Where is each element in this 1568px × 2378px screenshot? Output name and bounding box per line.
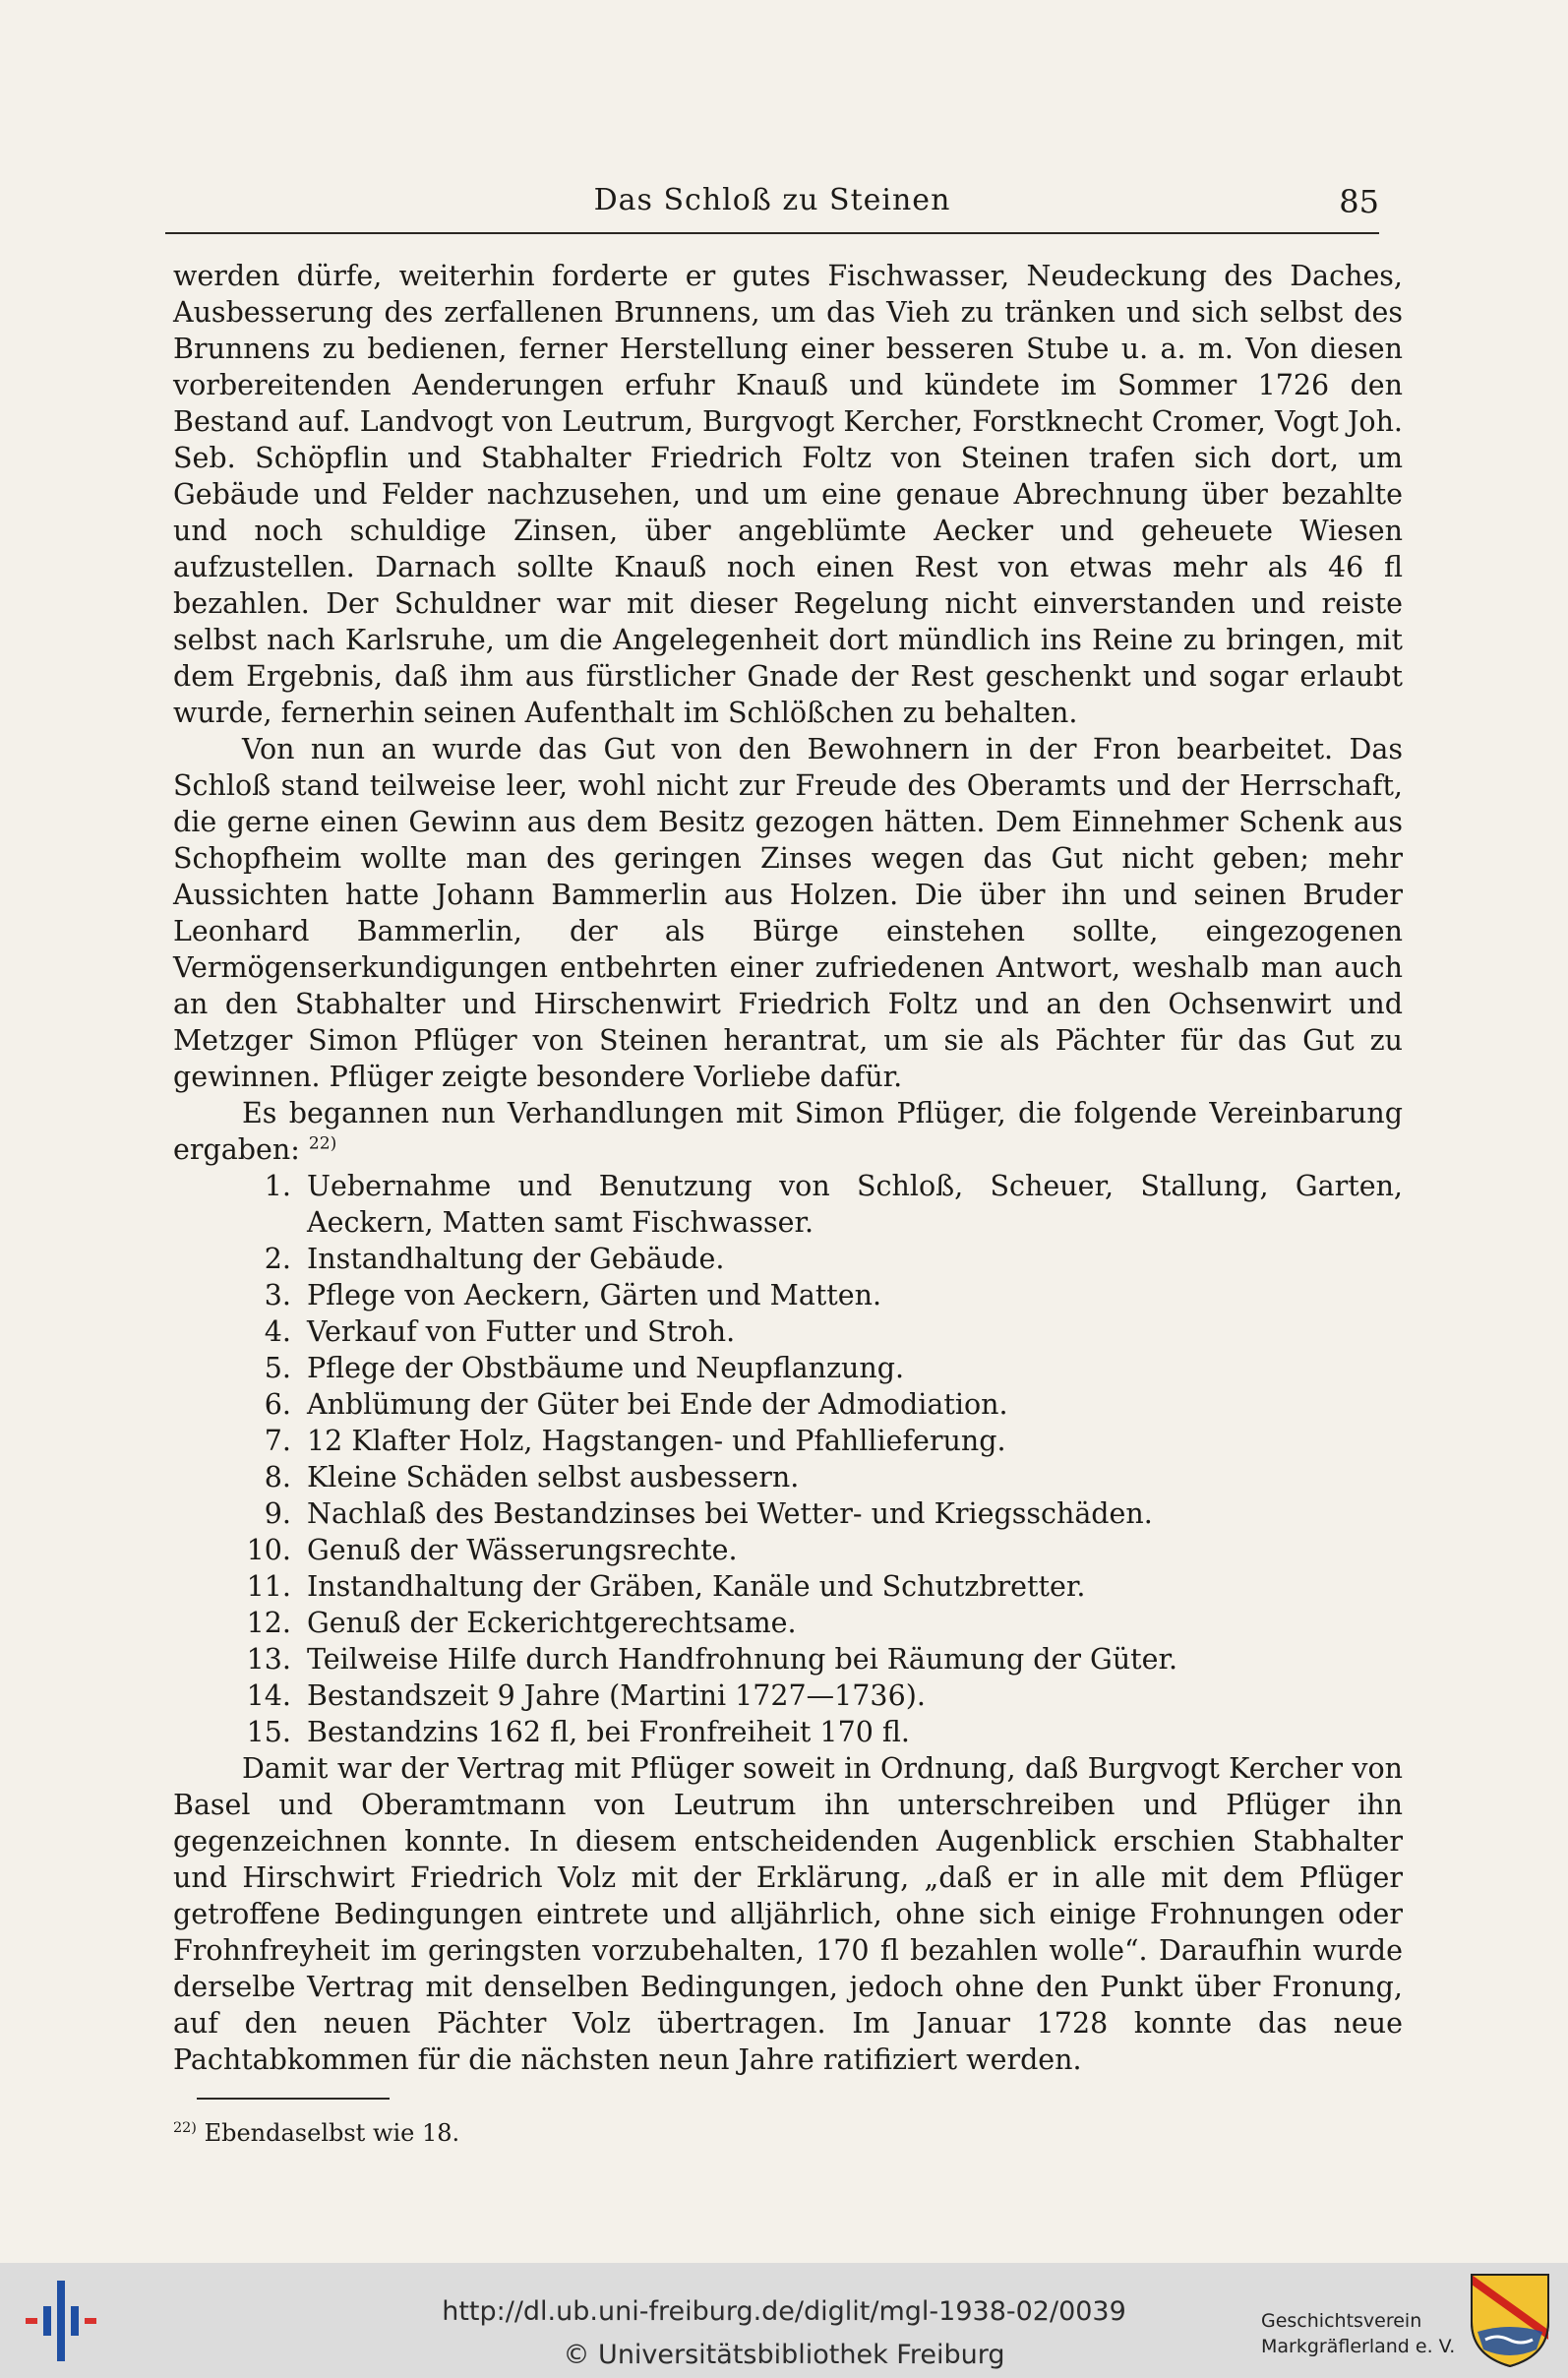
list-text: Pflege der Obstbäume und Neupflanzung. [307, 1352, 905, 1384]
header-rule [165, 232, 1379, 234]
list-item [173, 1495, 1403, 1532]
list-number: 7. [264, 1425, 291, 1457]
list-number: 11. [246, 1570, 291, 1603]
list-item [173, 1423, 1403, 1459]
list-number: 1. [264, 1170, 291, 1202]
list-number: 10. [246, 1534, 291, 1566]
paragraph: werden dürfe, weiterhin forderte er gutes Fischwasser, Neudeckung des Daches, Ausbesserung des zerfallenen Brunnens, um das Vieh zu tränken und sich selbst des Brunnens zu bedienen, ferner Herstellung einer besseren Stube u. a. m. Von diesen vorbereitenden Aenderungen erfuhr Knauß und kündete im Sommer 1726 den Bestand auf. Landvogt von Leutrum, Burgvogt Kercher, Forstknecht Cromer, Vogt Joh. Seb. Schöpflin und Stabhalter Friedrich Foltz von Steinen trafen sich dort, um Gebäude und Felder nachzusehen, und um eine genaue Abrechnung über bezahlte und noch schuldige Zinsen, über angeblümte Aecker und geheuete Wiesen aufzustellen. Darnach sollte Knauß noch einen Rest von etwas mehr als 46 fl bezahlen. Der Schuldner war mit dieser Regelung nicht einverstanden und reiste selbst nach Karlsruhe, um die Angelegenheit dort mündlich ins Reine zu bringen, mit dem Ergebnis, daß ihm aus fürstlicher Gnade der Rest geschenkt und sogar erlaubt wurde, fernerhin seinen Aufenthalt im Schlößchen zu behalten. [173, 260, 1403, 729]
paragraph: Von nun an wurde das Gut von den Bewohnern in der Fron bearbeitet. Das Schloß stand teilweise leer, wohl nicht zur Freude des Oberamts und der Herrschaft, die gerne einen Gewinn aus dem Besitz gezogen hätten. Dem Einnehmer Schenk aus Schopfheim wollte man des geringen Zinses wegen das Gut nicht geben; mehr Aussichten hatte Johann Bammerlin aus Holzen. Die über ihn und seinen Bruder Leonhard Bammerlin, der als Bürge einstehen sollte, eingezogenen Vermögenserkundigungen entbehrten einer zufriedenen Antwort, weshalb man auch an den Stabhalter und Hirschenwirt Friedrich Foltz und an den Ochsenwirt und Metzger Simon Pflüger von Steinen herantrat, um sie als Pächter für das Gut zu gewinnen. Pflüger zeigte besondere Vorliebe dafür. [173, 733, 1403, 1093]
list-number: 12. [246, 1607, 291, 1639]
list-text: Pflege von Aeckern, Gärten und Matten. [307, 1279, 882, 1311]
viewer-footer [0, 2263, 1568, 2378]
footnote-text: Ebendaselbst wie 18. [204, 2119, 460, 2147]
list-item [173, 1350, 1403, 1386]
list-number: 8. [264, 1461, 291, 1494]
list-text: Nachlaß des Bestandzinses bei Wetter- und Kriegsschäden. [307, 1497, 1153, 1530]
list-item [173, 1532, 1403, 1568]
list-text: Genuß der Eckerichtgerechtsame. [307, 1607, 797, 1639]
list-number: 9. [264, 1497, 291, 1530]
society-line: Geschichtsverein [1261, 2310, 1422, 2332]
list-item [173, 1277, 1403, 1313]
footnote-marker: 22) [308, 1133, 337, 1154]
list-text: Bestandzins 162 fl, bei Fronfreiheit 170 fl. [307, 1716, 910, 1748]
list-item [173, 1568, 1403, 1605]
list-number: 14. [246, 1679, 291, 1712]
agreement-list [173, 1168, 1403, 1750]
paragraph: Damit war der Vertrag mit Pflüger soweit in Ordnung, daß Burgvogt Kercher von Basel und Oberamtmann von Leutrum ihn unterschreiben und Pflüger ihn gegenzeichnen konnte. In diesem entscheidenden Augenblick erschien Stabhalter und Hirschwirt Friedrich Volz mit der Erklärung, „daß er in alle mit dem Pflüger getroffene Bedingungen eintrete und alljährlich, ohne sich einige Frohnungen oder Frohnfreyheit im geringsten vorzubehalten, 170 fl bezahlen wolle“. Daraufhin wurde derselbe Vertrag mit denselben Bedingungen, jedoch ohne den Punkt über Fronung, auf den neuen Pächter Volz übertragen. Im Januar 1728 konnte das neue Pachtabkommen für die nächsten neun Jahre ratifiziert werden. [173, 1752, 1403, 2076]
document-url[interactable]: http://dl.ub.uni-freiburg.de/diglit/mgl-1938-02/0039 [442, 2296, 1126, 2327]
paragraph-text: Es begannen nun Verhandlungen mit Simon Pflüger, die folgende Vereinbarung ergaben: [173, 1097, 1403, 1166]
list-text: Kleine Schäden selbst ausbessern. [307, 1461, 800, 1494]
list-item [173, 1641, 1403, 1677]
list-text: Verkauf von Futter und Stroh. [307, 1315, 736, 1348]
list-number: 2. [264, 1243, 291, 1275]
running-title: Das Schloß zu Steinen [593, 183, 951, 217]
list-number: 6. [264, 1388, 291, 1421]
list-text: 12 Klafter Holz, Hagstangen- und Pfahllieferung. [307, 1425, 1006, 1457]
society-name [1261, 2308, 1458, 2359]
list-number: 4. [264, 1315, 291, 1348]
paragraph [173, 1095, 1403, 1168]
list-text: Instandhaltung der Gräben, Kanäle und Schutzbretter. [307, 1570, 1086, 1603]
list-item [173, 1168, 1403, 1241]
list-number: 3. [264, 1279, 291, 1311]
footnote-rule [197, 2098, 390, 2100]
list-item [173, 1605, 1403, 1641]
list-text: Instandhaltung der Gebäude. [307, 1243, 725, 1275]
page-number: 85 [1339, 183, 1379, 220]
list-number: 13. [246, 1643, 291, 1676]
footnote [173, 2117, 1403, 2149]
list-item [173, 1313, 1403, 1350]
body-text [173, 258, 1403, 2149]
list-text: Anblümung der Güter bei Ende der Admodiation. [307, 1388, 1008, 1421]
list-number: 5. [264, 1352, 291, 1384]
list-item [173, 1241, 1403, 1277]
list-text: Teilweise Hilfe durch Handfrohnung bei Räumung der Güter. [307, 1643, 1178, 1676]
list-text: Bestandszeit 9 Jahre (Martini 1727—1736). [307, 1679, 926, 1712]
markgraeflerland-crest-icon[interactable] [1468, 2271, 1552, 2369]
copyright-notice: © Universitätsbibliothek Freiburg [563, 2340, 1005, 2370]
footnote-number: 22) [173, 2120, 197, 2136]
list-item [173, 1386, 1403, 1423]
list-item [173, 1714, 1403, 1750]
list-number: 15. [246, 1716, 291, 1748]
list-item [173, 1459, 1403, 1495]
list-text: Uebernahme und Benutzung von Schloß, Scheuer, Stallung, Garten, Aeckern, Matten samt Fischwasser. [307, 1170, 1403, 1239]
page-header [165, 183, 1379, 226]
list-text: Genuß der Wässerungsrechte. [307, 1534, 738, 1566]
society-line: Markgräflerland e. V. [1261, 2336, 1456, 2357]
list-item [173, 1677, 1403, 1714]
